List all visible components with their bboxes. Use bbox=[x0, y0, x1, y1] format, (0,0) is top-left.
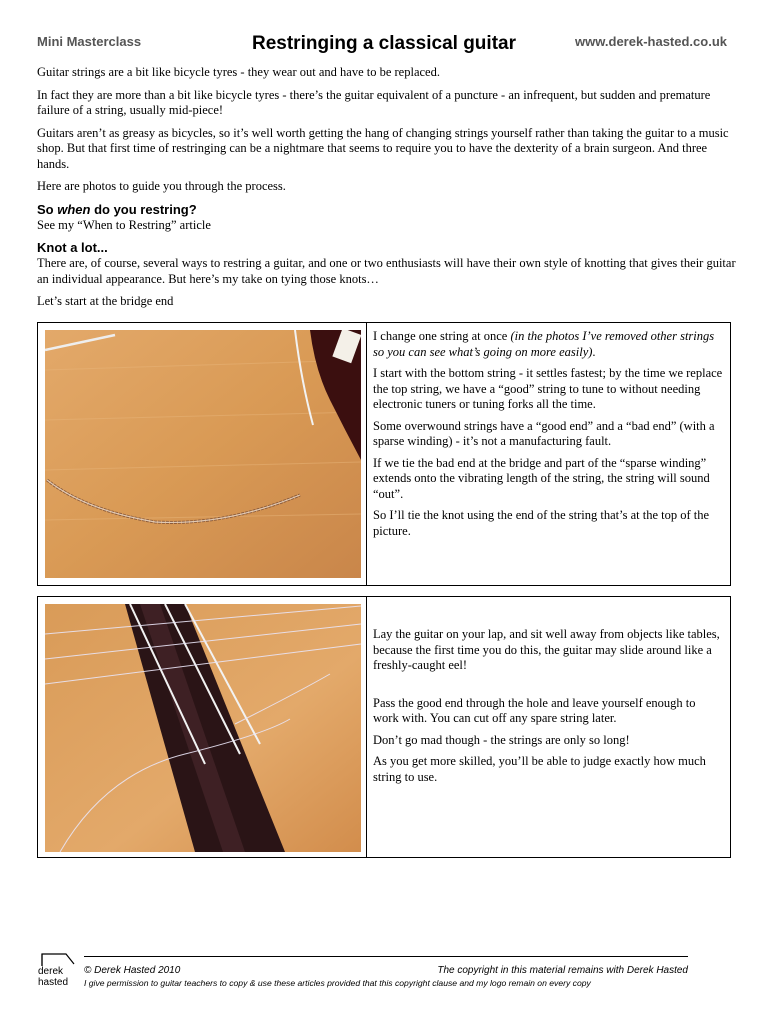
section-text-knot: There are, of course, several ways to restring a guitar, and one or two enthusiasts will have their own style of knotting that gives their guitar an individual appearance. But here’s my take on tying those knots… bbox=[37, 256, 736, 286]
panel1-paragraph-1: I change one string at once (in the photos I’ve removed other strings so you can see what’s going on more easily). bbox=[373, 329, 715, 359]
footer-divider bbox=[84, 956, 688, 957]
article-body bbox=[37, 65, 737, 317]
photo-cell bbox=[38, 597, 367, 857]
footer-copyright: © Derek Hasted 2010 bbox=[84, 965, 181, 976]
intro-paragraph: In fact they are more than a bit like bicycle tyres - there’s the guitar equivalent of a puncture - an infrequent, but sudden and premature failure of a string, usually mid-piece! bbox=[37, 87, 711, 117]
section-text-when: See my “When to Restring” article bbox=[37, 217, 211, 232]
panel2-paragraph-2: Pass the good end through the hole and leave yourself enough to work with. You can cut off any spare string later. bbox=[373, 695, 696, 725]
panel1-paragraph-3: Some overwound strings have a “good end” and a “bad end” (with a sparse winding) - it’s not a manufacturing fault. bbox=[373, 418, 715, 448]
photo-string-ends bbox=[45, 330, 361, 578]
photo-cell bbox=[38, 323, 367, 585]
intro-paragraph: Here are photos to guide you through the process. bbox=[37, 179, 286, 193]
step-panel-2 bbox=[37, 596, 731, 858]
panel1-paragraph-2: I start with the bottom string - it settles fastest; by the time we replace the top string, we have a “good” string to tune to without needing electronic tuners or tuning forks all the time. bbox=[373, 366, 723, 411]
intro-paragraph: Guitars aren’t as greasy as bicycles, so it’s well worth getting the hang of changing strings yourself rather than taking the guitar to a music shop. But that first time of restringing can be a nightmare that seems to require you to have the dexterity of a brain surgeon. And three hands. bbox=[37, 125, 729, 171]
intro-paragraph: Guitar strings are a bit like bicycle tyres - they wear out and have to be replaced. bbox=[37, 65, 440, 79]
footer-permission: I give permission to guitar teachers to copy & use these articles provided that this copyright clause and my logo remain on every copy bbox=[84, 978, 591, 988]
footer-rights: The copyright in this material remains with Derek Hasted bbox=[437, 965, 688, 976]
header-series-label: Mini Masterclass bbox=[37, 34, 142, 49]
panel-text bbox=[367, 323, 730, 585]
section-heading-knot: Knot a lot... bbox=[37, 240, 108, 255]
panel1-paragraph-5: So I’ll tie the knot using the end of the string that’s at the top of the picture. bbox=[373, 508, 710, 538]
panel-text bbox=[367, 597, 730, 857]
section-lead: Let’s start at the bridge end bbox=[37, 294, 174, 308]
logo-wordmark: derek hasted bbox=[38, 966, 69, 988]
page-title: Restringing a classical guitar bbox=[252, 33, 516, 54]
step-panel-1 bbox=[37, 322, 731, 586]
panel1-paragraph-4: If we tie the bad end at the bridge and part of the “sparse winding” extends onto the vibrating length of the string, the string will sound “out”. bbox=[373, 455, 710, 501]
header-website: www.derek-hasted.co.uk bbox=[575, 34, 727, 49]
panel2-paragraph-3: Don’t go mad though - the strings are only so long! bbox=[373, 732, 630, 747]
panel2-paragraph-4: As you get more skilled, you’ll be able to judge exactly how much string to use. bbox=[373, 754, 706, 784]
panel2-paragraph-1: Lay the guitar on your lap, and sit well away from objects like tables, because the first time you do this, the guitar may slide around like a freshly-caught eel! bbox=[373, 627, 720, 672]
section-heading-when: So when do you restring? bbox=[37, 201, 197, 217]
photo-bridge bbox=[45, 604, 361, 852]
